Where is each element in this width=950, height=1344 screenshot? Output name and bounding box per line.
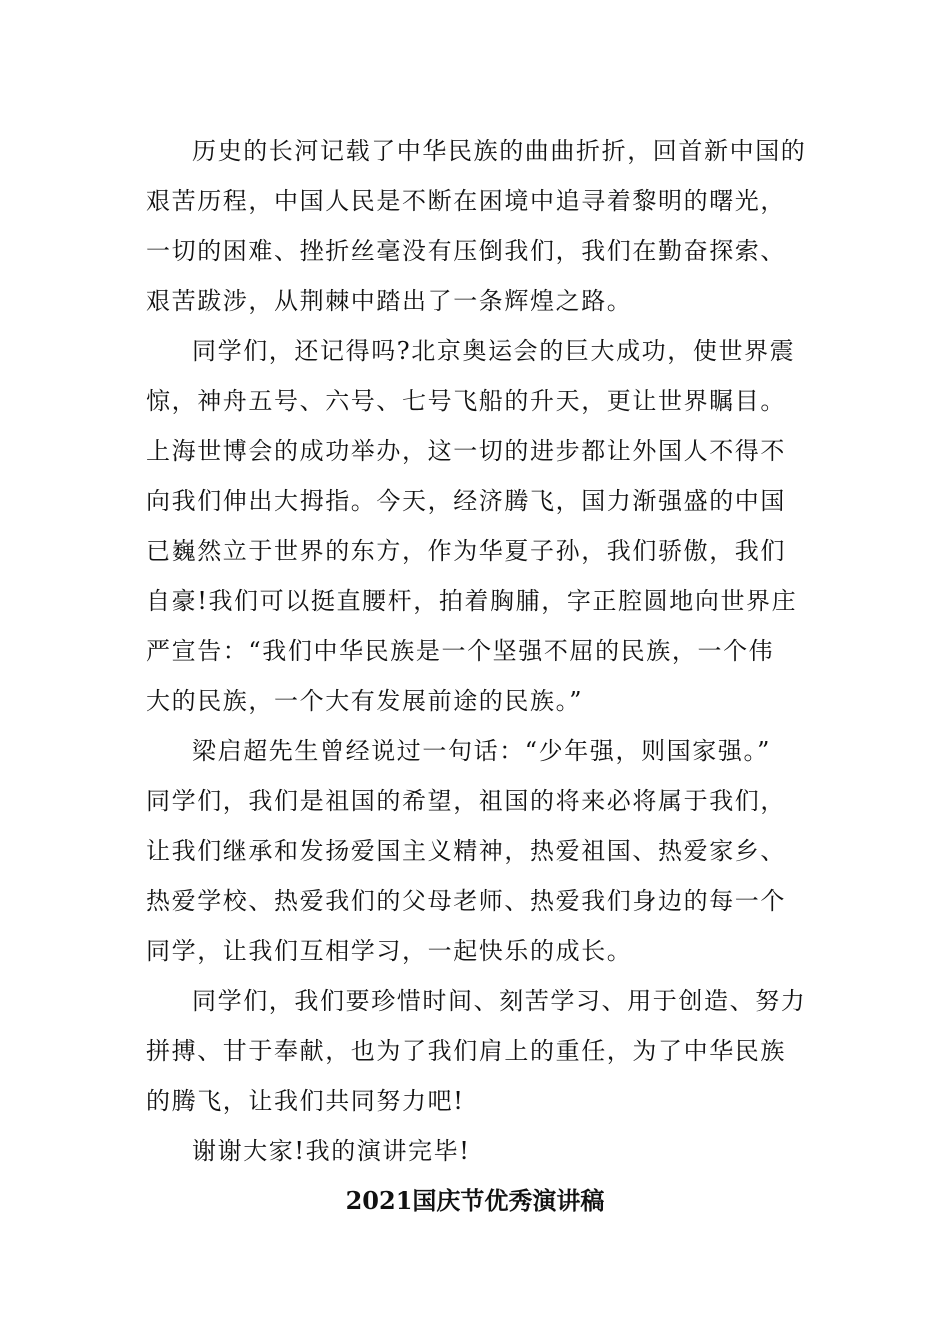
paragraph-1-line-3: 一切的困难、挫折丝毫没有压倒我们，我们在勤奋探索、 [146,237,786,265]
paragraph-2-line-3: 上海世博会的成功举办，这一切的进步都让外国人不得不 [146,437,786,465]
paragraph-3-line-3: 让我们继承和发扬爱国主义精神，热爱祖国、热爱家乡、 [146,837,786,865]
paragraph-2-line-7: 严宣告：“我们中华民族是一个坚强不屈的民族，一个伟 [146,637,775,665]
paragraph-1-line-2: 艰苦历程，中国人民是不断在困境中追寻着黎明的曙光， [146,187,786,215]
paragraph-3-line-1: 梁启超先生曾经说过一句话：“少年强，则国家强。” [192,737,771,765]
paragraph-2-line-4: 向我们伸出大拇指。今天，经济腾飞，国力渐强盛的中国 [146,487,786,515]
document-title: 2021国庆节优秀演讲稿 [345,1186,605,1215]
paragraph-2-line-8: 大的民族，一个大有发展前途的民族。” [146,687,584,715]
paragraph-5-line-1: 谢谢大家!我的演讲完毕! [192,1137,471,1165]
paragraph-2-line-6: 自豪!我们可以挺直腰杆，拍着胸脯，字正腔圆地向世界庄 [146,587,798,615]
paragraph-2-line-5: 已巍然立于世界的东方，作为华夏子孙，我们骄傲，我们 [146,537,786,565]
paragraph-4-line-2: 拼搏、甘于奉献，也为了我们肩上的重任，为了中华民族 [146,1037,786,1065]
paragraph-1-line-4: 艰苦跋涉，从荆棘中踏出了一条辉煌之路。 [146,287,633,315]
paragraph-3-line-5: 同学，让我们互相学习，一起快乐的成长。 [146,937,633,965]
paragraph-2-line-1: 同学们，还记得吗?北京奥运会的巨大成功，使世界震 [192,337,796,365]
paragraph-1-line-1: 历史的长河记载了中华民族的曲曲折折，回首新中国的 [192,137,807,165]
paragraph-3-line-4: 热爱学校、热爱我们的父母老师、热爱我们身边的每一个 [146,887,786,915]
paragraph-2-line-2: 惊，神舟五号、六号、七号飞船的升天，更让世界瞩目。 [146,387,786,415]
paragraph-3-line-2: 同学们，我们是祖国的希望，祖国的将来必将属于我们， [146,787,786,815]
paragraph-4-line-3: 的腾飞，让我们共同努力吧! [146,1087,465,1115]
paragraph-4-line-1: 同学们，我们要珍惜时间、刻苦学习、用于创造、努力 [192,987,807,1015]
